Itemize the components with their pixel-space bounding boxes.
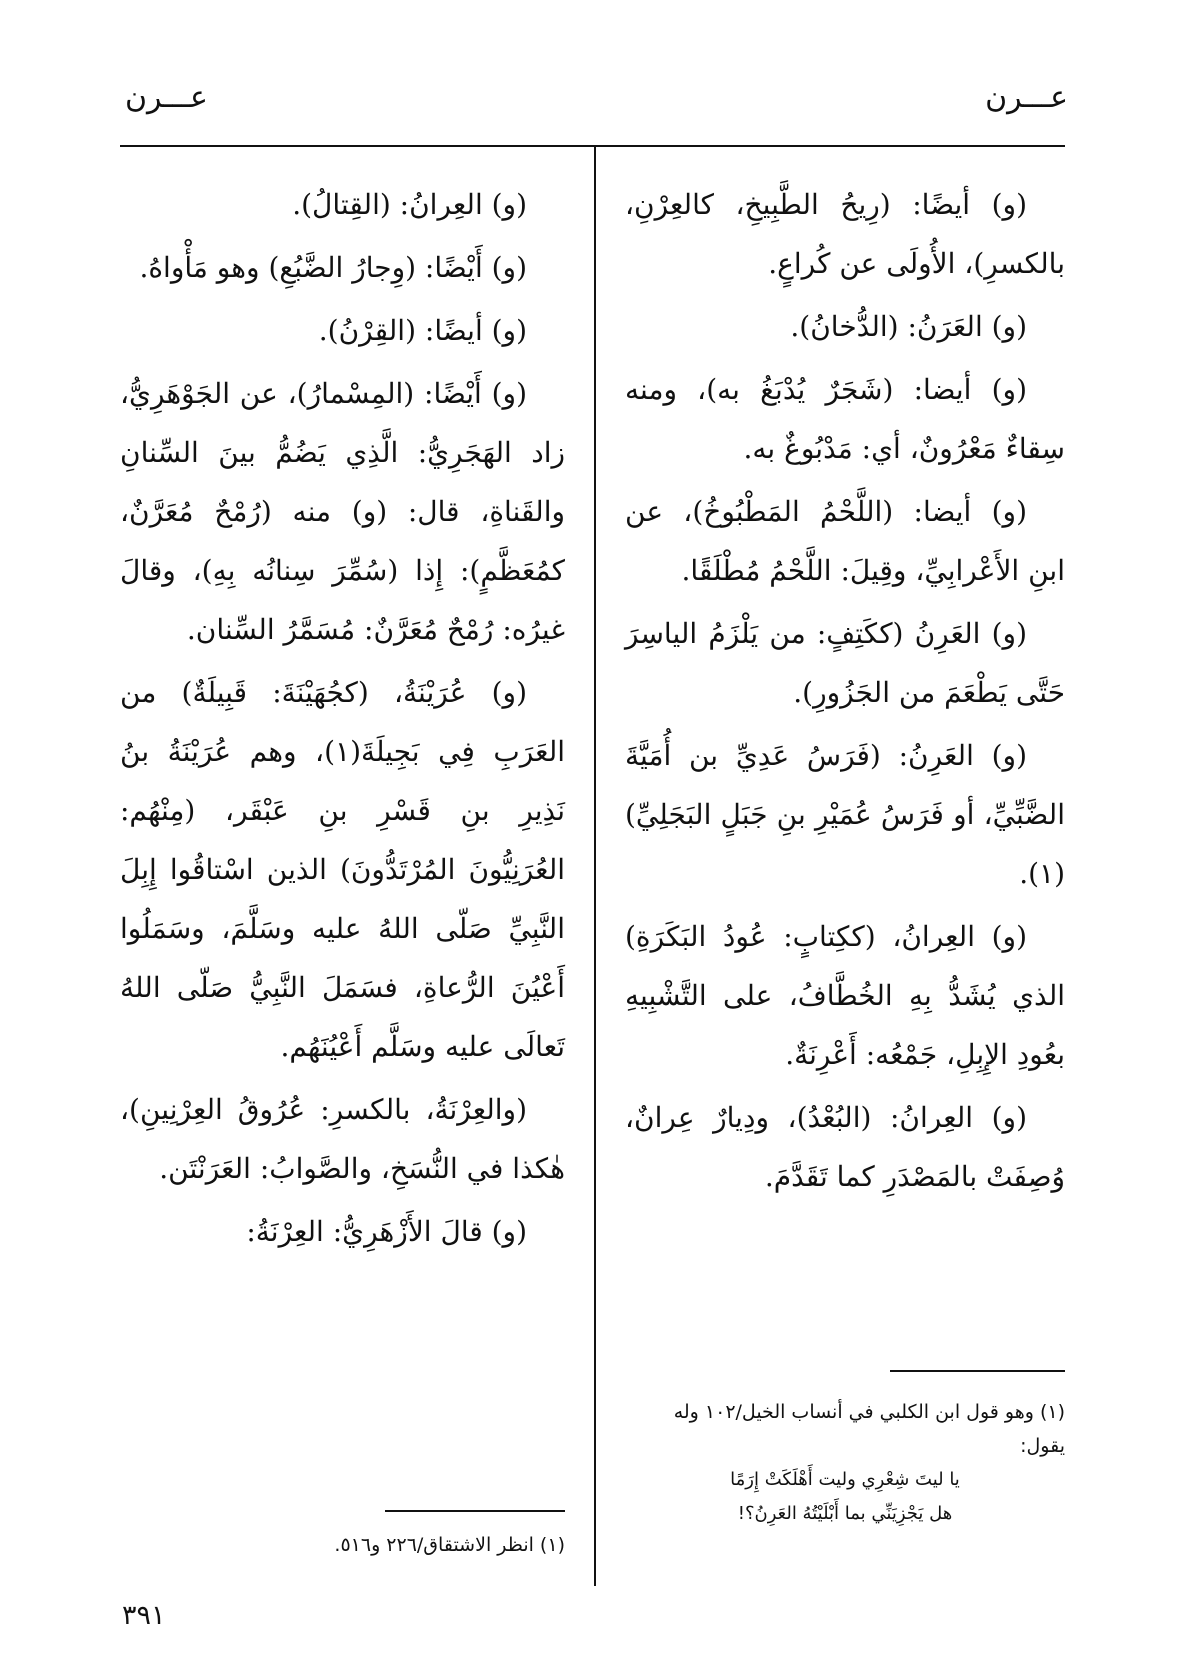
entry-paragraph: (و) قالَ الأَزْهَرِيُّ: العِرْنَةُ: xyxy=(246,1215,527,1248)
entry-paragraph: (و) أَيْضًا: (المِسْمارُ)، عن الجَوْهَرِيُّ، زاد الهَجَرِيُّ: الَّذِي يَضُمُّ بينَ السِّنانِ والقَناةِ، قال: (و) منه (رُمْحٌ مُعَرَّنٌ، كمُعَظَّمٍ): إِذا (سُمِّرَ سِنانُه بِهِ)، وقالَ غيرُه: رُمْحٌ مُعَرَّنٌ: مُسَمَّرُ السِّنان. xyxy=(120,377,565,646)
entry-paragraph: (والعِرْنَةُ، بالكسرِ: عُرُوقُ العِرْنِينِ)، هٰكذا في النُّسَخِ، والصَّوابُ: العَرَنْتَن. xyxy=(120,1093,565,1185)
footnote-right xyxy=(625,1395,1065,1531)
footnote-rule-right xyxy=(890,1370,1065,1372)
entry-paragraph: (و) العَرَنُ: (الدُّخانُ). xyxy=(790,310,1027,343)
entry-paragraph: (و) عُرَيْنَةُ، (كجُهَيْنَةَ: قَبِيلَةٌ) من العَرَبِ فِي بَجِيلَةَ(١)، وهم عُرَيْنَةُ بنُ نَذِيرِ بنِ قَسْرِ بنِ عَبْقَر، (مِنْهُم: العُرَنِيُّونَ المُرْتَدُّونَ) الذين اسْتاقُوا إِبِلَ النَّبِيِّ صَلّى اللهُ عليه وسَلَّمَ، وسَمَلُوا أَعْيُنَ الرُّعاةِ، فسَمَلَ النَّبِيُّ صَلّى اللهُ تَعالَى عليه وسَلَّم أَعْيُنَهُم. xyxy=(120,676,566,1063)
page-number: ٣٩١ xyxy=(122,1600,166,1631)
running-header-right: عـــرن xyxy=(985,80,1068,115)
entry-paragraph: (و) العِرانُ: (البُعْدُ)، ودِيارٌ عِرانٌ، وُصِفَتْ بالمَصْدَرِ كما تَقَدَّمَ. xyxy=(625,1101,1065,1193)
entry-paragraph: (و) العِرانُ، (ككِتابٍ: عُودُ البَكَرَةِ) الذي يُشَدُّ بِهِ الخُطَّافُ، على التَّشْبِيهِ بعُودِ الإِبِلِ، جَمْعُه: أَعْرِنَةٌ. xyxy=(625,920,1065,1071)
entry-paragraph: (و) أيضًا: (القِرْنُ). xyxy=(318,314,527,347)
running-header-left: عـــرن xyxy=(125,80,208,115)
column-divider xyxy=(594,146,596,1586)
header-rule xyxy=(120,145,1065,147)
footnote-verse-line: هل يَجْزِيَنِّي بما أَبْلَيْتُهُ العَرِنُ؟! xyxy=(737,1503,953,1524)
footnote-text: (١) وهو قول ابن الكلبي في أنساب الخيل/١٠٢ وله يقول: xyxy=(673,1401,1065,1457)
entry-paragraph: (و) العِرانُ: (القِتالُ). xyxy=(292,188,527,221)
entry-paragraph: (و) أيضًا: (رِيحُ الطَّبِيخِ، كالعِرْنِ، بالكسرِ)، الأُولَى عن كُراعٍ. xyxy=(625,188,1065,280)
footnote-rule-left xyxy=(385,1510,565,1512)
entry-paragraph: (و) أيضا: (اللَّحْمُ المَطْبُوخُ)، عن ابنِ الأَعْرابِيِّ، وقِيلَ: اللَّحْمُ مُطْلَقًا. xyxy=(625,495,1065,587)
entry-paragraph: (و) العَرِنُ (ككَتِفٍ: من يَلْزَمُ الياسِرَ حَتَّى يَطْعَمَ من الجَزُورِ). xyxy=(625,617,1065,709)
footnote-left: (١) انظر الاشتقاق/٢٢٦ و٥١٦. xyxy=(334,1534,565,1556)
entry-paragraph: (و) أيضا: (شَجَرٌ يُدْبَغُ به)، ومنه سِقاءٌ مَعْرُونٌ، أي: مَدْبُوغٌ به. xyxy=(625,373,1065,465)
left-column xyxy=(120,175,565,1265)
right-column xyxy=(625,175,1065,1210)
entry-paragraph: (و) العَرِنُ: (فَرَسُ عَدِيِّ بن أُمَيَّةَ الضَّبِّيِّ، أو فَرَسُ عُمَيْرِ بنِ جَبَلٍ البَجَلِيِّ)(١). xyxy=(625,739,1065,890)
footnote-verse-line: يا ليتَ شِعْرِي وليت أَهْلَكَتْ إِرَمًا xyxy=(730,1469,960,1490)
entry-paragraph: (و) أَيْضًا: (وِجارُ الضَّبُعِ) وهو مَأْواهُ. xyxy=(139,251,527,284)
